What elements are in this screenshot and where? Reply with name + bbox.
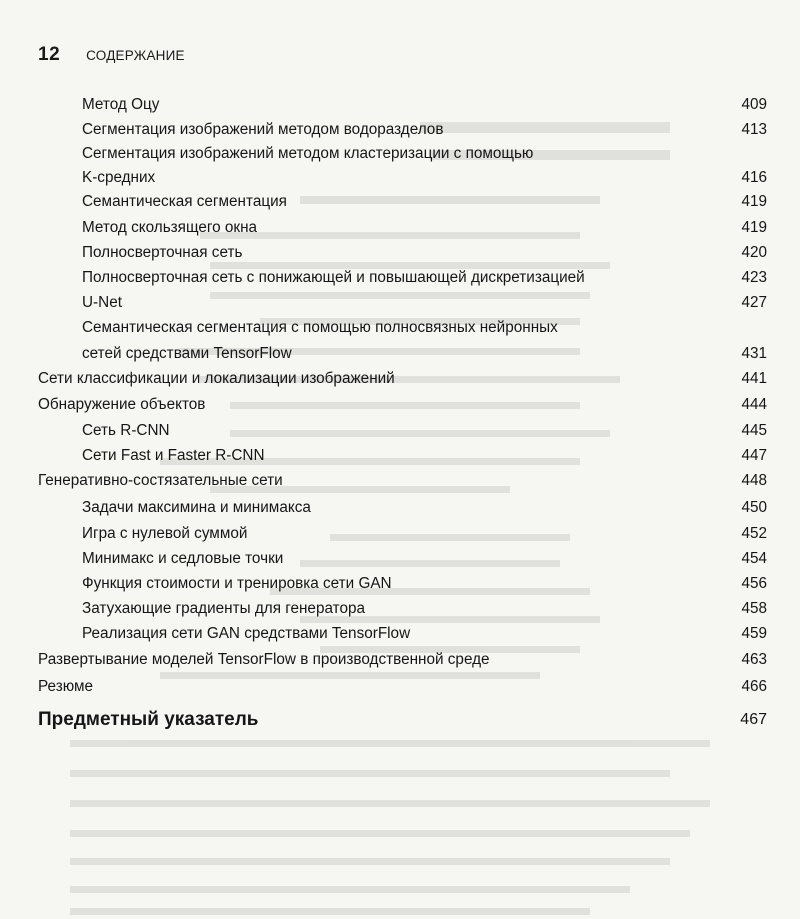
toc-entry-page: 413 bbox=[741, 121, 767, 138]
toc-entry-title: Семантическая сегментация bbox=[82, 193, 287, 210]
running-title: СОДЕРЖАНИЕ bbox=[86, 48, 185, 63]
toc-entry-page: 448 bbox=[741, 472, 767, 489]
toc-entry-title: Предметный указатель bbox=[38, 709, 259, 730]
toc-entry-title: Сегментация изображений методом водоразделов bbox=[82, 121, 444, 138]
toc-entry-page: 419 bbox=[741, 219, 767, 236]
toc-entry-title: Метод скользящего окна bbox=[82, 219, 258, 236]
toc-entry-title: K-средних bbox=[82, 169, 156, 186]
toc-entry-title: Генеративно-состязательные сети bbox=[38, 472, 283, 489]
toc-entry-page: 427 bbox=[741, 294, 767, 311]
toc-entry-title: Развертывание моделей TensorFlow в производственной среде bbox=[38, 651, 490, 668]
toc-entry-page: 463 bbox=[741, 651, 767, 668]
toc-entry-page: 447 bbox=[741, 447, 767, 464]
toc-entry-page: 466 bbox=[741, 678, 767, 695]
toc-entry-title: Полносверточная сеть с понижающей и повышающей дискретизацией bbox=[82, 269, 585, 286]
toc-entry-page: 452 bbox=[741, 525, 767, 542]
toc-entry-page: 458 bbox=[741, 600, 767, 617]
running-header bbox=[38, 44, 185, 66]
toc-entry-title: Затухающие градиенты для генератора bbox=[82, 600, 365, 617]
toc-entry-page: 420 bbox=[741, 244, 767, 261]
toc-entry-title: Резюме bbox=[38, 678, 94, 695]
toc-entry-title: Обнаружение объектов bbox=[38, 396, 206, 413]
toc-entry-title: Минимакс и седловые точки bbox=[82, 550, 284, 567]
toc-entry-page: 459 bbox=[741, 625, 767, 642]
toc-entry-title: Функция стоимости и тренировка сети GAN bbox=[82, 575, 392, 592]
toc-entry-page: 456 bbox=[741, 575, 767, 592]
toc-entry-title: Семантическая сегментация с помощью полносвязных нейронных bbox=[82, 319, 558, 336]
toc-entry-page: 409 bbox=[741, 96, 767, 113]
toc-entry-title: Сеть R-CNN bbox=[82, 422, 170, 439]
toc-entry-title: Сегментация изображений методом кластеризации с помощью bbox=[82, 145, 534, 162]
toc-entry-page: 445 bbox=[741, 422, 767, 439]
toc-entry-title: Сети классификации и локализации изображений bbox=[38, 370, 395, 387]
toc-entry-title: U-Net bbox=[82, 294, 122, 311]
toc-entry-title: Реализация сети GAN средствами TensorFlow bbox=[82, 625, 411, 642]
toc-entry-page: 467 bbox=[740, 711, 767, 728]
toc-entry-page: 444 bbox=[741, 396, 767, 413]
toc-entry-page: 441 bbox=[741, 370, 767, 387]
toc-entry-page: 419 bbox=[741, 193, 767, 210]
toc-entry-page: 416 bbox=[741, 169, 767, 186]
toc-entry-title: Задачи максимина и минимакса bbox=[82, 499, 311, 516]
toc-entry-page: 454 bbox=[741, 550, 767, 567]
toc-entry-title: Полносверточная сеть bbox=[82, 244, 243, 261]
toc-entry-title: Сети Fast и Faster R-CNN bbox=[82, 447, 265, 464]
toc-entry-title: Метод Оцу bbox=[82, 96, 160, 113]
toc-entry-title: сетей средствами TensorFlow bbox=[82, 345, 292, 362]
toc-entry-page: 431 bbox=[741, 345, 767, 362]
toc-entry-title: Игра с нулевой суммой bbox=[82, 525, 248, 542]
page-number: 12 bbox=[38, 44, 61, 65]
toc-entry-page: 450 bbox=[741, 499, 767, 516]
toc-entry-page: 423 bbox=[741, 269, 767, 286]
